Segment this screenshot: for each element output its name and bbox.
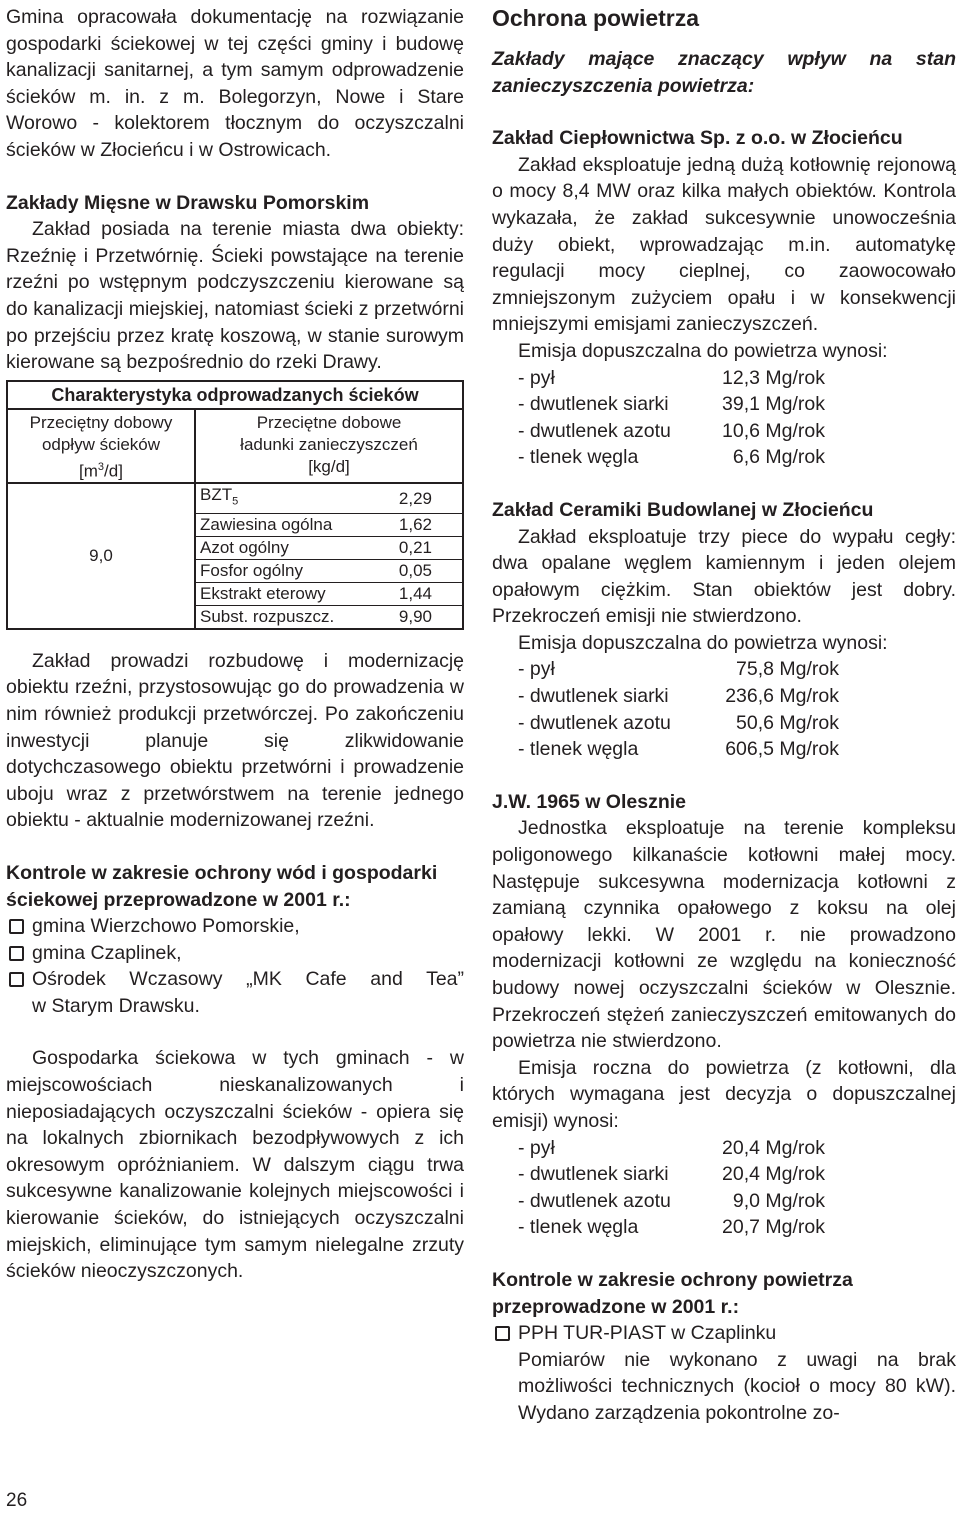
list-item <box>492 1320 956 1347</box>
load-name <box>196 484 375 513</box>
heading-jw: J.W. 1965 w Olesznie <box>492 790 687 813</box>
jw-paragraph-2: Emisja roczna do powietrza (z kotłowni, dla których wymagana jest decyzja o dopuszczalnej emisji) wynosi: <box>492 1056 956 1132</box>
emission-name: - dwutlenek siarki <box>518 1163 669 1186</box>
emission-row <box>492 391 956 418</box>
heading-ceramika: Zakład Ceramiki Budowlanej w Złocieńcu <box>492 498 874 521</box>
header-line: [kg/d] <box>308 456 350 476</box>
left-column <box>6 4 464 1285</box>
table-row <box>196 605 462 628</box>
page-number: 26 <box>6 1490 28 1511</box>
heading-kontrole-wod: Kontrole w zakresie ochrony wód i gospodarki ściekowej przeprowadzone w 2001 r.: <box>6 861 438 911</box>
emission-value: 10,6 Mg/rok <box>722 419 825 442</box>
list-item-text: w Starym Drawsku. <box>32 994 200 1017</box>
emission-name: - dwutlenek siarki <box>518 393 669 416</box>
load-name: Subst. rozpuszcz. <box>200 606 335 626</box>
header-line: Przeciętny dobowy <box>29 412 173 432</box>
flow-value: 9,0 <box>7 483 195 628</box>
table-row <box>196 559 462 582</box>
list-item <box>6 940 464 967</box>
list-item-text: Ośrodek Wczasowy „MK Cafe and Tea” <box>32 968 464 991</box>
emission-name: - dwutlenek azotu <box>518 1189 671 1212</box>
list-item <box>6 966 464 993</box>
heading-kontrole-powietrza: Kontrole w zakresie ochrony powietrza przeprowadzone w 2001 r.: <box>492 1268 853 1318</box>
emission-row <box>492 1135 956 1162</box>
emission-row <box>492 710 956 737</box>
load-value: 0,21 <box>375 536 462 559</box>
checkbox-bullet-icon <box>9 972 24 987</box>
emission-row <box>492 683 956 710</box>
load-value: 1,44 <box>375 582 462 605</box>
emission-row <box>492 418 956 445</box>
emission-value: 606,5 Mg/rok <box>725 738 839 761</box>
emission-name: - dwutlenek azotu <box>518 419 671 442</box>
table-header-loads <box>195 409 463 484</box>
kontrole-powietrza-list <box>492 1320 956 1347</box>
emission-row <box>492 365 956 392</box>
list-item-text: PPH TUR-PIAST w Czaplinku <box>518 1322 777 1345</box>
section-title: Ochrona powietrza <box>492 5 700 31</box>
load-value: 0,05 <box>375 559 462 582</box>
unit-sup: 3 <box>97 460 105 473</box>
unit-part: [m <box>79 461 98 481</box>
list-item <box>6 913 464 940</box>
checkbox-bullet-icon <box>9 919 24 934</box>
jw-paragraph: Jednostka eksploatuje na terenie kompleksu poligonowego kilkanaście kotłowni małej mocy. Następuje sukcesywna modernizacja kotłowni z zamianą czynnika opałowego z koksu na olej opałowy lekki. W 2001 r. nie prowadzono modernizacji kotłowni ze względu na konieczność budowy nowej oczyszczalni ścieków w Olesznie. Przekroczeń stężeń zanieczyszczeń emitowanych do powietrza nie stwierdzono. <box>492 817 956 1053</box>
table-header-flow <box>7 409 195 484</box>
header-line: odpływ ścieków <box>41 434 161 454</box>
kontrole-list <box>6 913 464 1019</box>
emission-value: 9,0 Mg/rok <box>732 1189 825 1212</box>
emission-row <box>492 736 956 763</box>
load-value: 9,90 <box>398 606 432 626</box>
load-name: Zawiesina ogólna <box>196 513 375 536</box>
zaklady-paragraph: Zakład posiada na terenie miasta dwa obiekty: Rzeźnię i Przetwórnię. Ścieki powstające na terenie rzeźni po wstępnym podczyszczeniu kierowane są do kanalizacji miejskiej, natomiast ścieki z przetwórni po przejściu przez kratę koszową, w stanie surowym kierowane są bezpośrednio do rzeki Drawy. <box>6 218 464 374</box>
emission-value: 20,4 Mg/rok <box>722 1136 825 1159</box>
table-row <box>196 513 462 536</box>
load-name: Fosfor ogólny <box>196 559 375 582</box>
load-name: Azot ogólny <box>196 536 375 559</box>
emission-name: - tlenek węgla <box>518 446 639 469</box>
intro-paragraph: Gmina opracowała dokumentację na rozwiązanie gospodarki ściekowej w tej części gminy i budowę kanalizacji sanitarnej, a tym samym odprowadzenie ścieków m. in. z m. Bolegorzyn, Nowe i Stare Worowo - kolektorem tłocznym do oczyszczalni ścieków w Złocieńcu i w Ostrowicach. <box>6 6 464 161</box>
bzt-sub: 5 <box>232 495 239 508</box>
gospodarka-paragraph: Gospodarka ściekowa w tych gminach - w miejscowościach nieskanalizowanych i nieposiadających oczyszczalni ścieków - opiera się na lokalnych zbiornikach bezodpływowych z ich okresowym opróżnianiem. W dalszym ciągu trwa sukcesywne kanalizowanie kolejnych miejscowości i kierowanie ścieków, do istniejących oczyszczalni miejskich, eliminujące tym samym nielegalne zrzuty ścieków nieoczyszczonych. <box>6 1047 464 1283</box>
heading-zaklady-miesne: Zakłady Mięsne w Drawsku Pomorskim <box>6 191 370 214</box>
emission-list <box>492 1135 956 1241</box>
emission-row <box>492 656 956 683</box>
emission-value: 236,6 Mg/rok <box>725 685 839 708</box>
checkbox-bullet-icon <box>495 1326 510 1341</box>
emission-value: 39,1 Mg/rok <box>722 393 825 416</box>
header-line: ładunki zanieczyszczeń <box>240 434 418 454</box>
emission-value: 50,6 Mg/rok <box>736 711 839 734</box>
list-item-text: gmina Wierzchowo Pomorskie, <box>32 915 300 938</box>
kontrole-powietrza-text: Pomiarów nie wykonano z uwagi na brak możliwości technicznych (kocioł o mocy 80 kW). Wydano zarządzenia pokontrolne zo- <box>518 1348 956 1424</box>
emission-value: 20,7 Mg/rok <box>722 1216 825 1239</box>
right-column <box>492 4 956 1427</box>
list-item-text: gmina Czaplinek, <box>32 941 182 964</box>
ceramika-paragraph: Zakład eksploatuje trzy piece do wypału cegły: dwa opalane węglem kamiennym i jeden olejem opałowym ciężkim. Stan obiektów jest dobry. Przekroczeń emisji nie stwierdzono. <box>492 525 956 628</box>
header-unit <box>8 456 194 483</box>
table-title: Charakterystyka odprowadzanych ścieków <box>7 381 463 409</box>
emission-value: 6,6 Mg/rok <box>732 446 825 469</box>
emission-list <box>492 365 956 471</box>
load-value: 1,62 <box>375 513 462 536</box>
header-line: Przeciętne dobowe <box>256 412 402 432</box>
emission-value: 20,4 Mg/rok <box>722 1163 825 1186</box>
emission-row <box>492 1214 956 1241</box>
unit-part: /d] <box>104 461 123 481</box>
emission-name: - pył <box>518 658 555 681</box>
emission-name: - tlenek węgla <box>518 738 639 761</box>
table-row <box>196 484 462 513</box>
load-value: 2,29 <box>375 484 462 513</box>
emisja-label: Emisja dopuszczalna do powietrza wynosi: <box>518 631 888 654</box>
loads-table <box>196 484 462 627</box>
table-row <box>196 536 462 559</box>
emission-value: 75,8 Mg/rok <box>736 658 839 681</box>
emission-name: - tlenek węgla <box>518 1216 639 1239</box>
emission-name: - pył <box>518 366 555 389</box>
emission-row <box>492 1188 956 1215</box>
emission-row <box>492 1161 956 1188</box>
emisja-label: Emisja dopuszczalna do powietrza wynosi: <box>518 339 888 362</box>
emission-name: - pył <box>518 1136 555 1159</box>
rozbudowa-paragraph: Zakład prowadzi rozbudowę i modernizację obiektu rzeźni, przystosowując go do prowadzenia w nim również produkcji przetwórczej. Po zakończeniu inwestycji planuje się zlikwidowanie dotychczasowego obiektu przetwórni i prowadzenie uboju wraz z przetwórstwem na terenie jednego obiektu - aktualnie modernizowanej rzeźni. <box>6 649 464 832</box>
checkbox-bullet-icon <box>9 946 24 961</box>
wastewater-table <box>6 380 464 630</box>
section-subtitle: Zakłady mające znaczący wpływ na stan zanieczyszczenia powietrza: <box>492 48 956 97</box>
emission-row <box>492 444 956 471</box>
table-row <box>196 582 462 605</box>
load-name: Ekstrakt eterowy <box>196 582 375 605</box>
list-item-continuation <box>6 993 464 1020</box>
emission-value: 12,3 Mg/rok <box>722 366 825 389</box>
emission-name: - dwutlenek siarki <box>518 685 669 708</box>
cieplownictwo-paragraph: Zakład eksploatuje jedną dużą kotłownię rejonową o mocy 8,4 MW oraz kilka małych obiektów. Kontrola wykazała, że zakład sukcesywnie unowocześnia duży obiekt, wprowadzając m.in. automatykę regulacji mocy cieplnej, co zaowocowało zmniejszonym zużyciem opału i w konsekwencji mniejszymi emisjami zanieczyszczeń. <box>492 153 956 336</box>
bzt-label: BZT <box>200 485 233 505</box>
emission-name: - dwutlenek azotu <box>518 711 671 734</box>
heading-cieplownictwo: Zakład Ciepłownictwa Sp. z o.o. w Złocieńcu <box>492 127 903 150</box>
emission-list <box>492 656 956 762</box>
loads-cell <box>195 483 463 628</box>
